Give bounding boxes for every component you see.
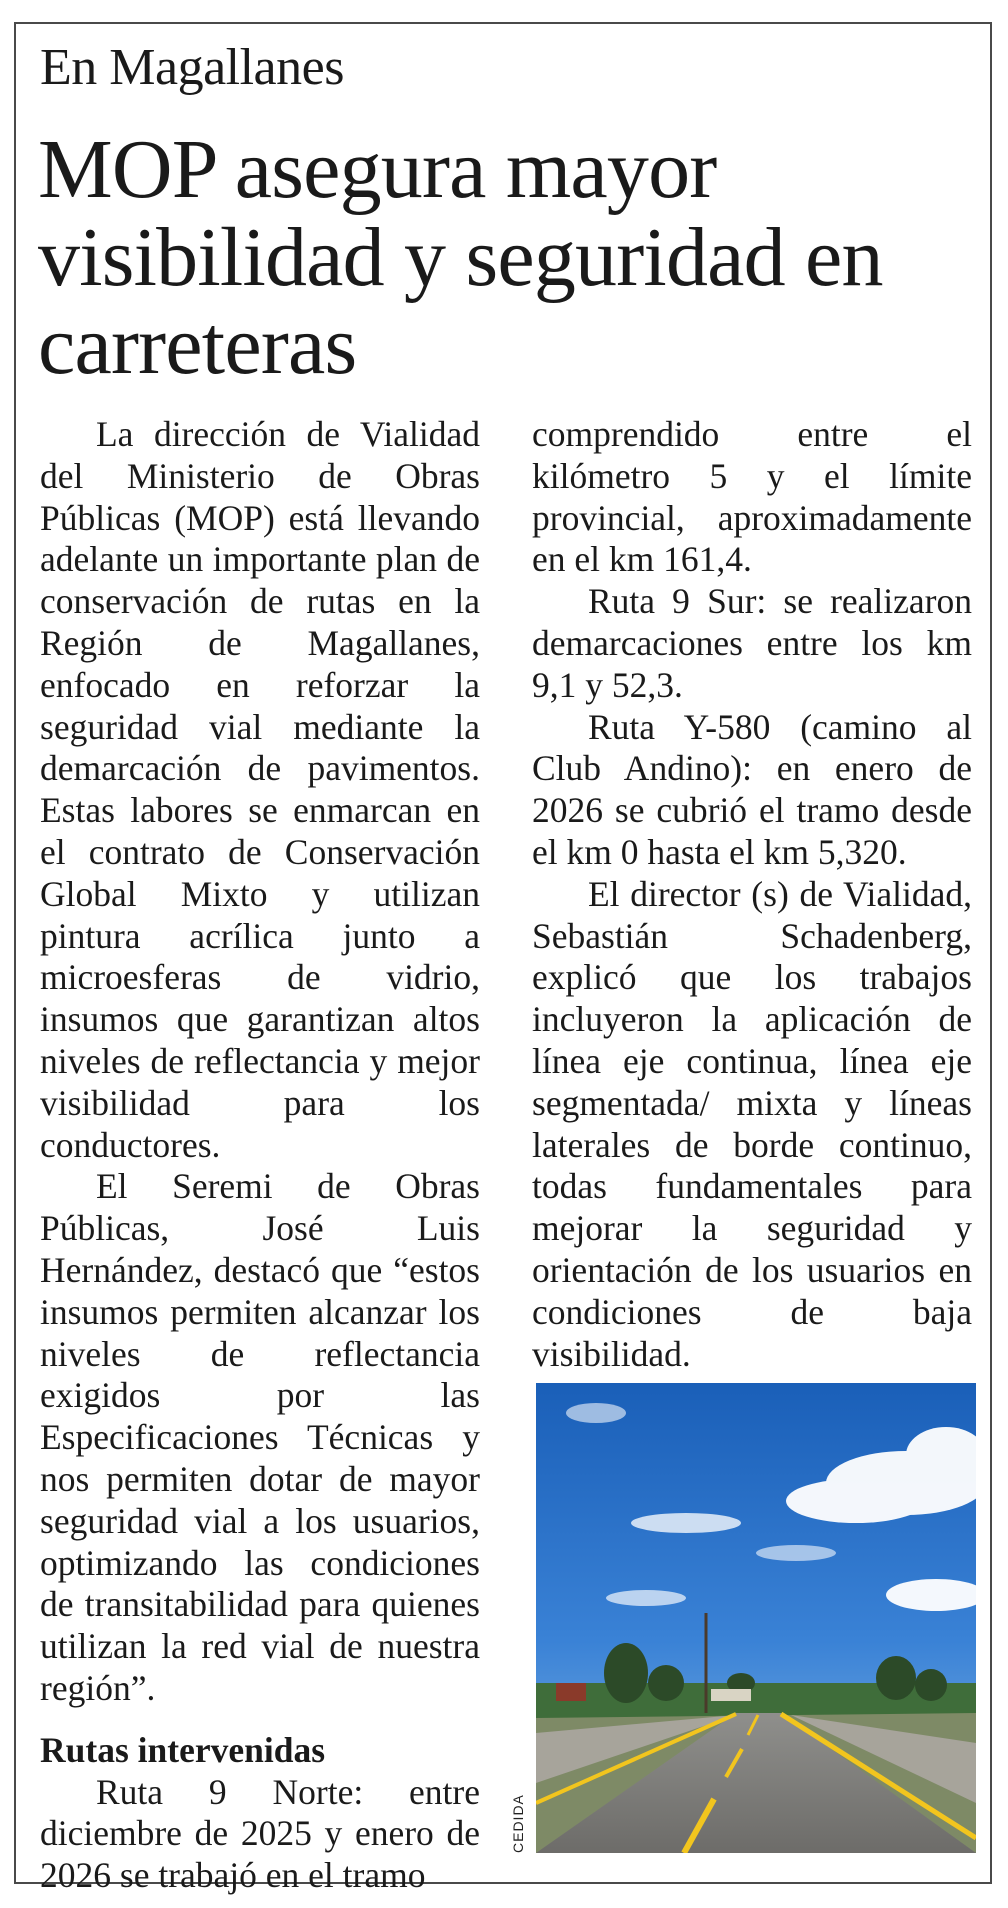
paragraph-ruta-9-norte-continued: comprendido entre el kilómetro 5 y el límite provincial, aproximadamente en el km 161,4. [532, 414, 972, 580]
paragraph-ruta-9-sur: Ruta 9 Sur: se realizaron demarcaciones entre los km 9,1 y 52,3. [532, 581, 972, 705]
right-column [532, 414, 972, 1375]
paragraph-seremi-quote: El Seremi de Obras Públicas, José Luis Hernández, destacó que “estos insumos permiten alcanzar los niveles de reflectancia exigidos por las Especificaciones Técnicas y nos permiten dotar de mayor seguridad vial a los usuarios, optimizando las condiciones de transitabilidad para quienes utilizan la red vial de nuestra región”. [40, 1166, 480, 1708]
paragraph-ruta-y580: Ruta Y-580 (camino al Club Andino): en enero de 2026 se cubrió el tramo desde el km 0 hasta el km 5,320. [532, 706, 972, 872]
headline: MOP asegura mayor visibilidad y seguridad en carreteras [38, 123, 883, 392]
section-kicker: En Magallanes [40, 39, 344, 96]
paragraph-ruta-9-norte: Ruta 9 Norte: entre diciembre de 2025 y enero de 2026 se trabajó en el tramo [40, 1771, 480, 1896]
building [711, 1689, 751, 1701]
subheading-rutas: Rutas intervenidas [40, 1729, 326, 1770]
paragraph-intro: La dirección de Vialidad del Ministerio de Obras Públicas (MOP) está llevando adelante un importante plan de conservación de rutas en la Región de Magallanes, enfocado en reforzar la seguridad vial mediante la demarcación de pavimentos. Estas labores se enmarcan en el contrato de Conservación Global Mixto y utilizan pintura acrílica junto a microesferas de vidrio, insumos que garantizan altos niveles de reflectancia y mejor visibilidad para los conductores. [40, 414, 480, 1165]
house [556, 1683, 586, 1701]
left-column [40, 414, 480, 1897]
road-photo [536, 1383, 976, 1853]
paragraph-director: El director (s) de Vialidad, Sebastián Schadenberg, explicó que los trabajos incluyeron la aplicación de línea eje continua, línea eje segmentada/ mixta y líneas laterales de borde continuo, todas fundamentales para mejorar la seguridad y orientación de los usuarios en condiciones de baja visibilidad. [532, 873, 972, 1374]
photo-credit: CEDIDA [510, 1794, 526, 1853]
